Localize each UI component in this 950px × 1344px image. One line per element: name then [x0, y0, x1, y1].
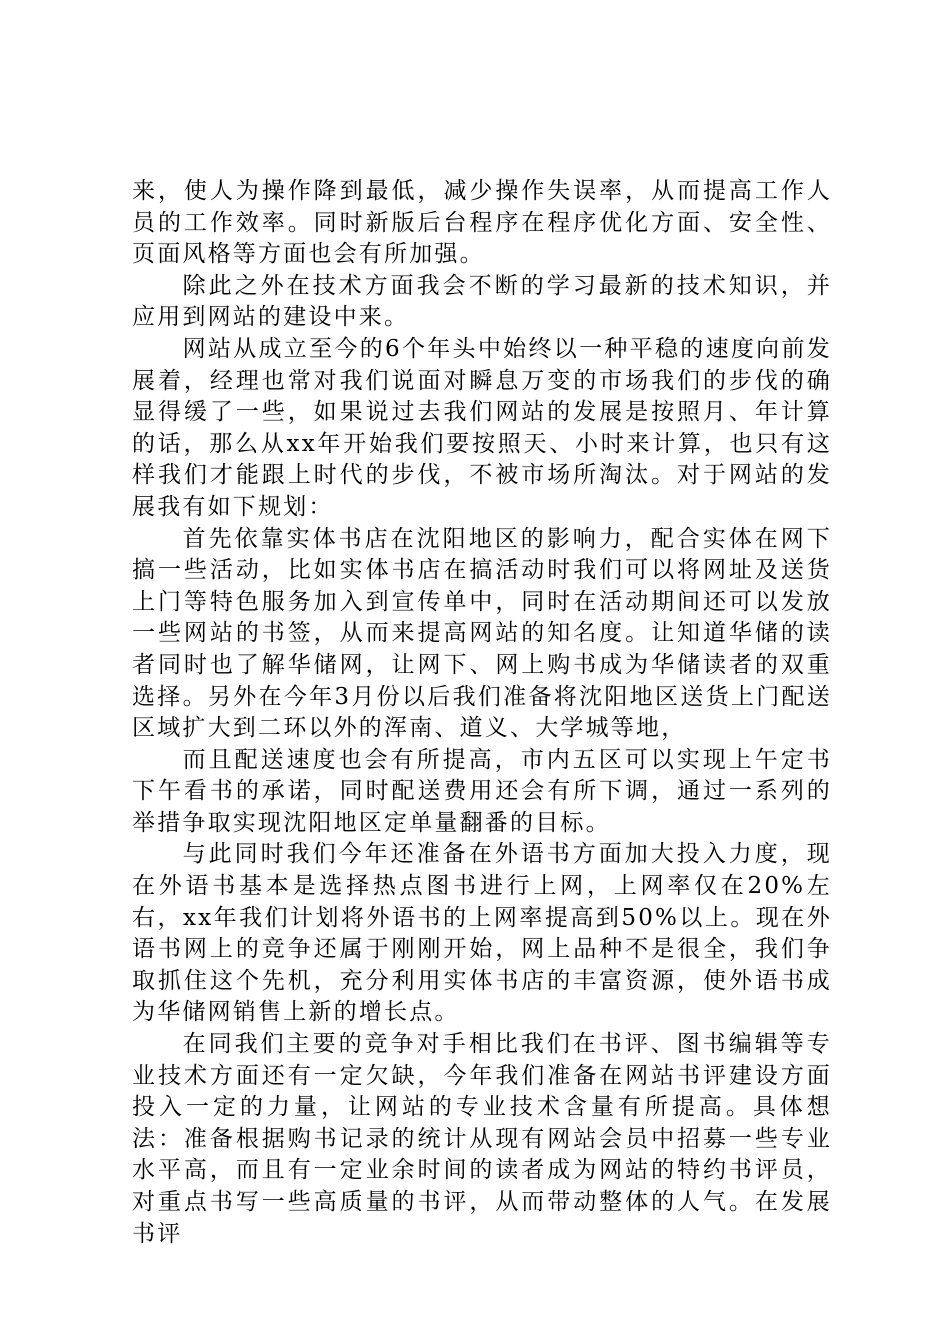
paragraph-4: 首先依靠实体书店在沈阳地区的影响力，配合实体在网下搞一些活动，比如实体书店在搞活动时我们可以将网址及送货上门等特色服务加入到宣传单中，同时在活动期间还可以发放一些网站的书签，从而来提高网站的知名度。让知道华储的读者同时也了解华储网，让网下、网上购书成为华储读者的双重选择。另外在今年3月份以后我们准备将沈阳地区送货上门配送区域扩大到二环以外的浑南、道义、大学城等地，: [132, 525, 832, 742]
paragraph-3: 网站从成立至今的6个年头中始终以一种平稳的速度向前发展着，经理也常对我们说面对瞬息万变的市场我们的步伐的确显得缓了一些，如果说过去我们网站的发展是按照月、年计算的话，那么从xx年开始我们要按照天、小时来计算，也只有这样我们才能跟上时代的步伐，不被市场所淘汰。对于网站的发展我有如下规划：: [132, 335, 832, 520]
paragraph-2: 除此之外在技术方面我会不断的学习最新的技术知识，并应用到网站的建设中来。: [132, 272, 832, 331]
paragraph-1: 来，使人为操作降到最低，减少操作失误率，从而提高工作人员的工作效率。同时新版后台程序在程序优化方面、安全性、页面风格等方面也会有所加强。: [132, 178, 832, 268]
paragraph-7: 在同我们主要的竞争对手相比我们在书评、图书编辑等专业技术方面还有一定欠缺，今年我们准备在网站书评建设方面投入一定的力量，让网站的专业技术含量有所提高。具体想法：准备根据购书记录的统计从现有网站会员中招募一些专业水平高，而且有一定业余时间的读者成为网站的特约书评员，对重点书写一些高质量的书评，从而带动整体的人气。在发展书评: [132, 1031, 832, 1247]
document-body: [132, 176, 832, 1250]
paragraph-6: 与此同时我们今年还准备在外语书方面加大投入力度，现在外语书基本是选择热点图书进行上网，上网率仅在20%左右，xx年我们计划将外语书的上网率提高到50%以上。现在外语书网上的竞争还属于刚刚开始，网上品种不是很全，我们争取抓住这个先机，充分利用实体书店的丰富资源，使外语书成为华储网销售上新的增长点。: [132, 841, 832, 1026]
paragraph-5: 而且配送速度也会有所提高，市内五区可以实现上午定书下午看书的承诺，同时配送费用还会有所下调，通过一系列的举措争取实现沈阳地区定单量翻番的目标。: [132, 746, 832, 836]
